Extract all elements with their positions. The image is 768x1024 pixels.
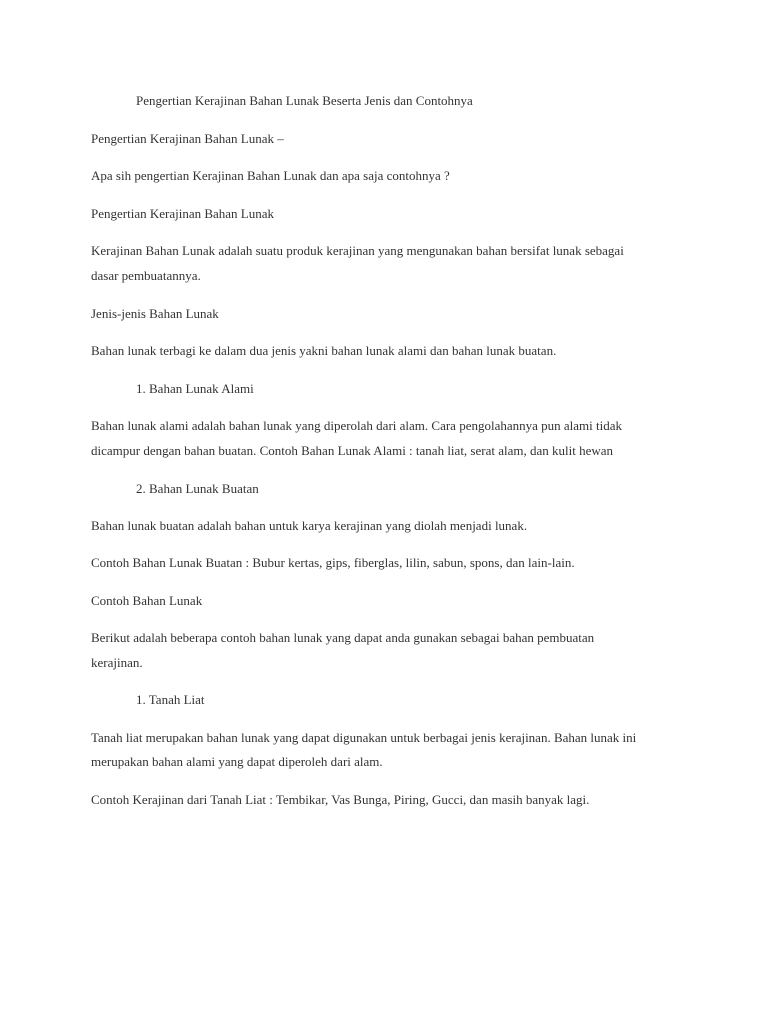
document-title: Pengertian Kerajinan Bahan Lunak Beserta Jenis dan Contohnya [136, 93, 473, 108]
alami-line-1: Bahan lunak alami adalah bahan lunak yang diperolah dari alam. Cara pengolahannya pun alami tidak [91, 418, 623, 433]
heading-contoh: Contoh Bahan Lunak [91, 593, 203, 608]
tanah-line-1: Tanah liat merupakan bahan lunak yang dapat digunakan untuk berbagai jenis kerajinan. Bahan lunak ini [91, 730, 637, 745]
list-item-alami: 1. Bahan Lunak Alami [136, 381, 254, 396]
types-intro: Bahan lunak terbagi ke dalam dua jenis yakni bahan lunak alami dan bahan lunak buatan. [91, 343, 557, 358]
examples-intro-line-2: kerajinan. [91, 655, 143, 670]
list-item-buatan: 2. Bahan Lunak Buatan [136, 481, 259, 496]
tanah-examples: Contoh Kerajinan dari Tanah Liat : Tembikar, Vas Bunga, Piring, Gucci, dan masih banyak lagi. [91, 792, 590, 807]
heading-pengertian-2: Pengertian Kerajinan Bahan Lunak [91, 206, 275, 221]
definition-line-1: Kerajinan Bahan Lunak adalah suatu produk kerajinan yang mengunakan bahan bersifat lunak sebagai [91, 243, 624, 258]
list-item-tanah-liat: 1. Tanah Liat [136, 692, 205, 707]
alami-line-2: dicampur dengan bahan buatan. Contoh Bahan Lunak Alami : tanah liat, serat alam, dan kulit hewan [91, 443, 614, 458]
buatan-examples: Contoh Bahan Lunak Buatan : Bubur kertas, gips, fiberglas, lilin, sabun, spons, dan lain-lain. [91, 555, 575, 570]
heading-pengertian: Pengertian Kerajinan Bahan Lunak – [91, 131, 284, 146]
intro-question: Apa sih pengertian Kerajinan Bahan Lunak dan apa saja contohnya ? [91, 168, 450, 183]
buatan-description: Bahan lunak buatan adalah bahan untuk karya kerajinan yang diolah menjadi lunak. [91, 518, 528, 533]
tanah-line-2: merupakan bahan alami yang dapat diperoleh dari alam. [91, 754, 383, 769]
examples-intro-line-1: Berikut adalah beberapa contoh bahan lunak yang dapat anda gunakan sebagai bahan pembuatan [91, 630, 595, 645]
heading-jenis: Jenis-jenis Bahan Lunak [91, 306, 219, 321]
definition-line-2: dasar pembuatannya. [91, 268, 201, 283]
